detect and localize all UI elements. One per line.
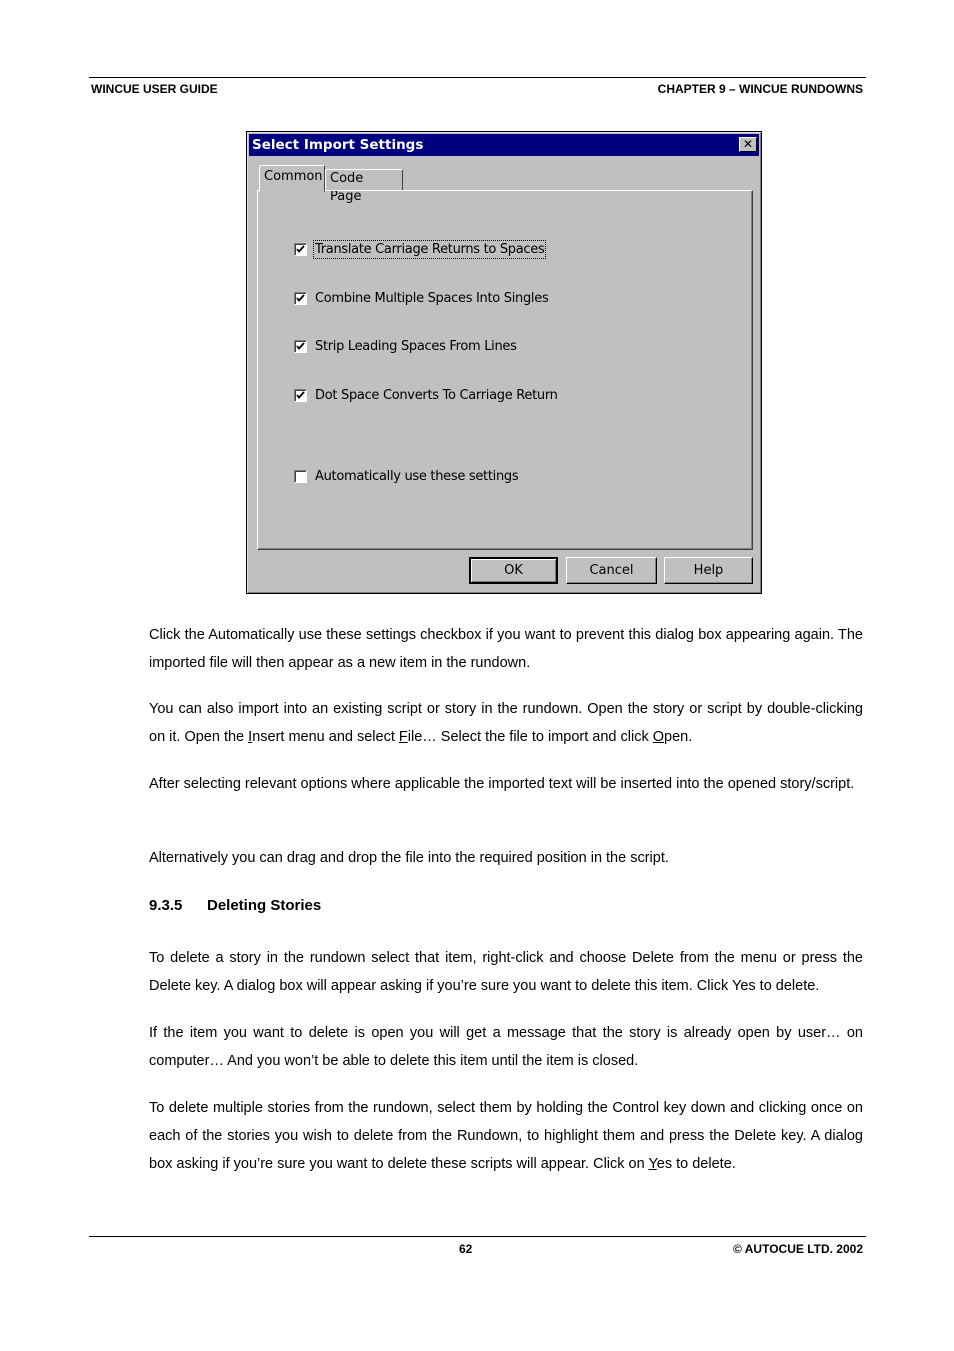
paragraph-delete-story: To delete a story in the rundown select that item, right-click and choose Delete from the menu or press the Delete key. A dialog box will appear asking if you’re sure you want to delete this item. Click Yes to delete. [149, 950, 863, 994]
checkbox-box[interactable] [294, 243, 307, 256]
cancel-button[interactable]: Cancel [566, 557, 657, 584]
checkbox-dot-space[interactable] [294, 387, 558, 403]
mnemonic-insert: I [248, 729, 253, 745]
paragraph-delete-multiple [149, 1094, 863, 1178]
text-run: To delete multiple stories from the rundown, select them by holding the Control key down and clicking once on each of the stories you wish to delete from the Rundown, to highlight them and press the Delete key. A dialog box asking if you’re sure you want to delete these scripts will appear. Click on [149, 1100, 863, 1172]
dialog-title: Select Import Settings [252, 137, 424, 153]
checkmark-icon [296, 294, 305, 303]
paragraph-delete-open: If the item you want to delete is open you will get a message that the story is already open by user… on computer… And you won’t be able to delete this item until the item is closed. [149, 1025, 863, 1069]
footer-rule [89, 1236, 866, 1237]
mnemonic-yes: Y [648, 1156, 657, 1172]
close-button[interactable] [739, 137, 757, 152]
checkmark-icon [296, 391, 305, 400]
checkbox-translate-cr[interactable] [294, 241, 544, 257]
text-run: ile… Select the file to import and click [407, 729, 653, 745]
checkbox-label: Dot Space Converts To Carriage Return [315, 387, 558, 403]
checkbox-box[interactable] [294, 470, 307, 483]
checkbox-box[interactable] [294, 340, 307, 353]
import-settings-dialog [246, 131, 762, 594]
checkbox-auto-use[interactable] [294, 468, 518, 484]
checkbox-label: Automatically use these settings [315, 468, 519, 484]
copyright: © AUTOCUE LTD. 2002 [733, 1242, 863, 1256]
checkmark-icon [296, 342, 305, 351]
paragraph-drag-drop: Alternatively you can drag and drop the file into the required position in the script. [149, 850, 669, 866]
text-run: pen. [664, 729, 693, 745]
header-rule [89, 77, 866, 78]
checkbox-combine-spaces[interactable] [294, 290, 548, 306]
page-number: 62 [459, 1242, 473, 1256]
header-right: CHAPTER 9 – WINCUE RUNDOWNS [657, 82, 863, 96]
checkmark-icon [296, 245, 305, 254]
help-button[interactable]: Help [664, 557, 753, 584]
checkbox-label: Translate Carriage Returns to Spaces [315, 241, 545, 257]
dialog-titlebar[interactable] [249, 134, 759, 156]
checkbox-label: Strip Leading Spaces From Lines [315, 338, 517, 354]
close-icon: ✕ [742, 137, 754, 151]
tab-common[interactable]: Common [259, 165, 325, 192]
tab-panel-common [257, 190, 753, 550]
section-title: Deleting Stories [207, 897, 322, 914]
mnemonic-open: O [652, 729, 665, 745]
section-number: 9.3.5 [149, 897, 183, 914]
text-run: nsert menu and select [252, 729, 399, 745]
checkbox-strip-leading[interactable] [294, 338, 517, 354]
paragraph-import-existing [149, 695, 863, 751]
paragraph-after-selecting: After selecting relevant options where applicable the imported text will be inserted into the opened story/script. [149, 776, 855, 792]
paragraph-auto-settings: Click the Automatically use these settings checkbox if you want to prevent this dialog box appearing again. The imported file will then appear as a new item in the rundown. [149, 627, 863, 671]
mnemonic-file: F [398, 729, 408, 745]
tab-code-page[interactable]: Code Page [325, 169, 403, 191]
header-left: WINCUE USER GUIDE [91, 82, 218, 96]
text-run: es to delete. [656, 1156, 736, 1172]
checkbox-box[interactable] [294, 292, 307, 305]
checkbox-label: Combine Multiple Spaces Into Singles [315, 290, 549, 306]
ok-button[interactable]: OK [469, 557, 558, 584]
section-heading [149, 897, 321, 914]
checkbox-box[interactable] [294, 389, 307, 402]
text-run: You can also import into an existing script or story in the rundown. Open the story or script by double-clicking on it. Open the [149, 701, 863, 745]
